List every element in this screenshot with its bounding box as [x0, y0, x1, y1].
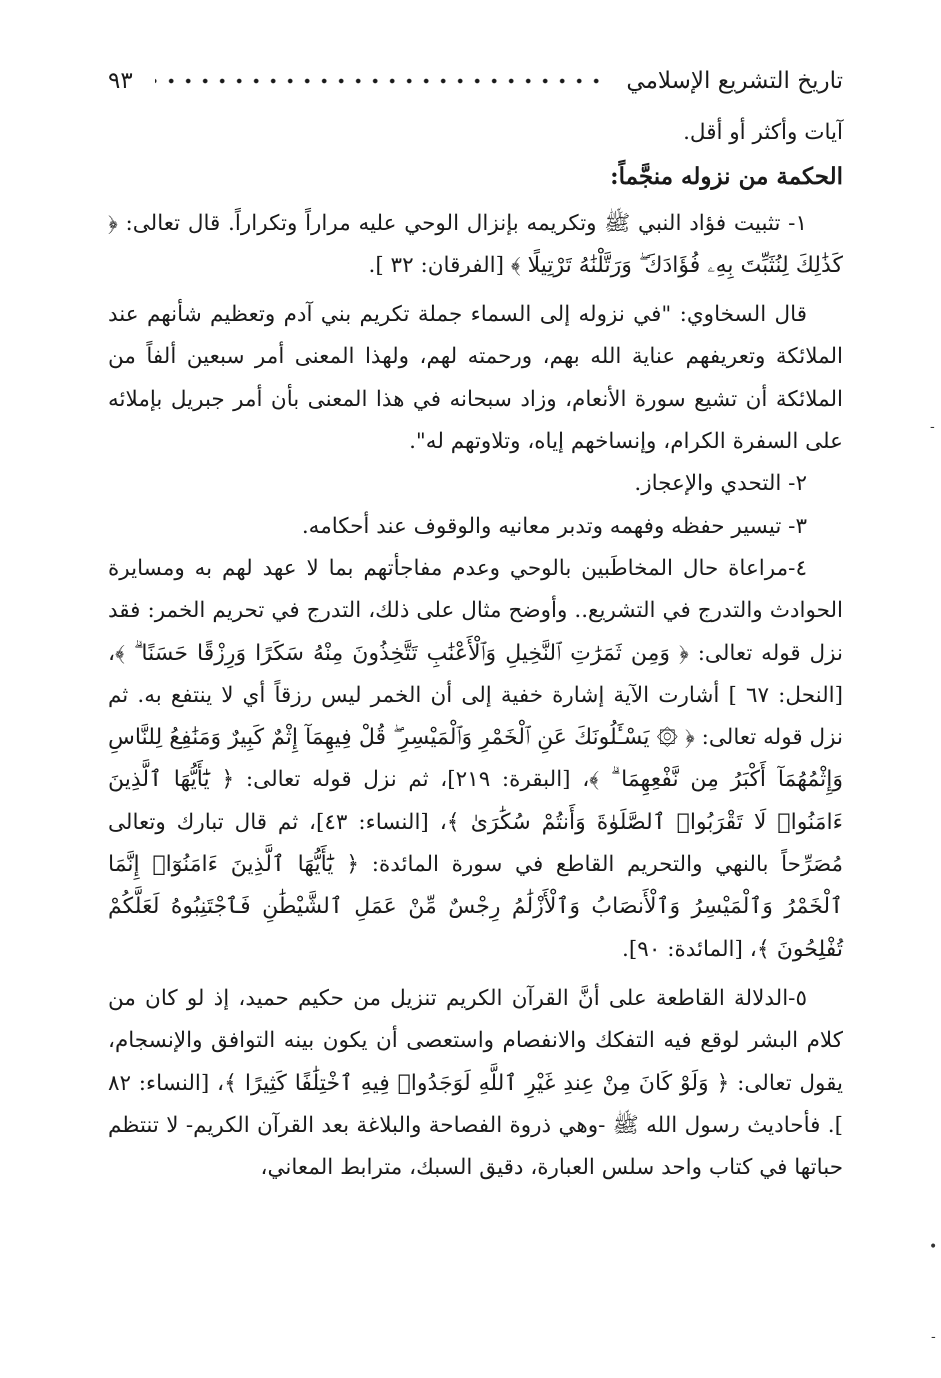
point-4: [108, 548, 843, 971]
point-4-text: [البقرة: ٢١٩]، ثم نزل قوله تعالى:: [245, 767, 571, 793]
point-4-text: [النساء: ٤٣]، ثم قال تبارك وتعالى مُصَرِّحاً بالنهي والتحريم القاطع في سورة المائدة:: [108, 809, 843, 878]
point-4-text: [النحل: ٦٧ ] أشارت الآية إشارة خفية إلى أن الخمر ليس رزقاً أي لا ينتفع به. ثم نزل قوله تعالى:: [108, 682, 843, 751]
quran-verse: ﴿ كَذَٰلِكَ لِنُثَبِّتَ بِهِۦ فُؤَادَكَ ۖ وَرَتَّلْنَٰهُ تَرْتِيلًا ﴾: [108, 210, 843, 278]
running-header: [108, 60, 843, 102]
verse-reference: [الفرقان: ٣٢ ].: [368, 252, 505, 278]
intro-line: آيات وأكثر أو أقل.: [683, 120, 843, 145]
quran-verse: ﴿ ۞ يَسْـَٔلُونَكَ عَنِ ٱلْخَمْرِ وَٱلْمَيْسِرِ ۖ قُلْ فِيهِمَآ إِثْمٌ كَبِيرٌ وَمَنَٰفِعُ لِلنَّاسِ وَإِثْمُهُمَآ أَكْبَرُ مِن نَّفْعِهِمَا ۗ ﴾،: [108, 725, 843, 793]
point-1-text: ١- تثبيت فؤاد النبي ﷺ وتكريمه بإنزال الوحي عليه مراراً وتكراراً. قال تعالى:: [125, 210, 807, 236]
point-2: ٢- التحدي والإعجاز.: [634, 471, 807, 497]
point-4-text: ٤-مراعاة حال المخاطَبين بالوحي وعدم مفاجأتهم بما لا عهد لهم به ومسايرة الحوادث والتدرج في التشريع.. وأوضح مثال على ذلك، التدرج في تحريم الخمر: فقد نزل قوله تعالى:: [108, 555, 843, 666]
point-3: ٣- تيسير حفظه وفهمه وتدبر معانيه والوقوف عند أحكامه.: [301, 513, 807, 539]
point-1: [108, 203, 843, 288]
point-5-text: ٥-الدلالة القاطعة على أنَّ القرآن الكريم تنزيل من حكيم حميد، إذ لو كان من كلام البشر لوقع فيه التفكك والانفصام واستعصى أن يكون بينه التوافق والإنسجام، يقول تعالى:: [108, 985, 844, 1096]
scan-mark: -: [931, 1329, 936, 1345]
point-5-text: [النساء: ٨٢ ]. فأحاديث رسول الله ﷺ -وهي ذروة الفصاحة والبلاغة بعد القرآن الكريم- لا تنتظم حباتها في كتاب واحد سلس العبارة، دقيق السبك، مترابط المعاني،: [108, 1070, 843, 1181]
quran-verse: ﴿ وَلَوْ كَانَ مِنْ عِندِ غَيْرِ ٱللَّهِ لَوَجَدُوا۟ فِيهِ ٱخْتِلَٰفًا كَثِيرًا ﴾،: [217, 1070, 730, 1096]
section-heading: الحكمة من نزوله منجَّماً:: [610, 163, 843, 191]
verse-reference: [المائدة: ٩٠].: [622, 936, 743, 962]
dotted-leader: [155, 77, 605, 85]
quran-verse: ﴿ يَٰٓأَيُّهَا ٱلَّذِينَ ءَامَنُوا۟ لَا تَقْرَبُوا۟ ٱلصَّلَوٰةَ وَأَنتُمْ سُكَٰرَىٰ ﴾،: [108, 767, 843, 835]
scan-mark: •: [929, 1239, 938, 1255]
point-5: [108, 978, 843, 1189]
running-title: تاريخ التشريع الإسلامي: [626, 67, 843, 94]
quran-verse: ﴿ وَمِن ثَمَرَٰتِ ٱلنَّخِيلِ وَٱلْأَعْنَٰبِ تَتَّخِذُونَ مِنْهُ سَكَرًا وَرِزْقًا حَسَنًا ۗ ﴾،: [108, 640, 689, 666]
page-number: ٩٣: [108, 67, 133, 94]
quran-verse: ﴿ يَٰٓأَيُّهَا ٱلَّذِينَ ءَامَنُوٓا۟ إِنَّمَا ٱلْخَمْرُ وَٱلْمَيْسِرُ وَٱلْأَنصَابُ وَٱلْأَزْلَٰمُ رِجْسٌ مِّنْ عَمَلِ ٱلشَّيْطَٰنِ فَٱجْتَنِبُوهُ لَعَلَّكُمْ تُفْلِحُونَ ﴾،: [108, 852, 843, 962]
scan-mark: -: [930, 419, 935, 435]
sakhawi-quote: قال السخاوي: "في نزوله إلى السماء جملة تكريم بني آدم وتعظيم شأنهم عند الملائكة وتعريفهم عناية الله بهم، ورحمته لهم، ولهذا المعنى أمر سبعين ألفاً من الملائكة أن تشيع سورة الأنعام، وزاد سبحانه في هذا المعنى بأن أمر جبريل بإملائه على السفرة الكرام، وإنساخهم إياه، وتلاوتهم له".: [108, 302, 843, 455]
book-page: [108, 60, 843, 1189]
